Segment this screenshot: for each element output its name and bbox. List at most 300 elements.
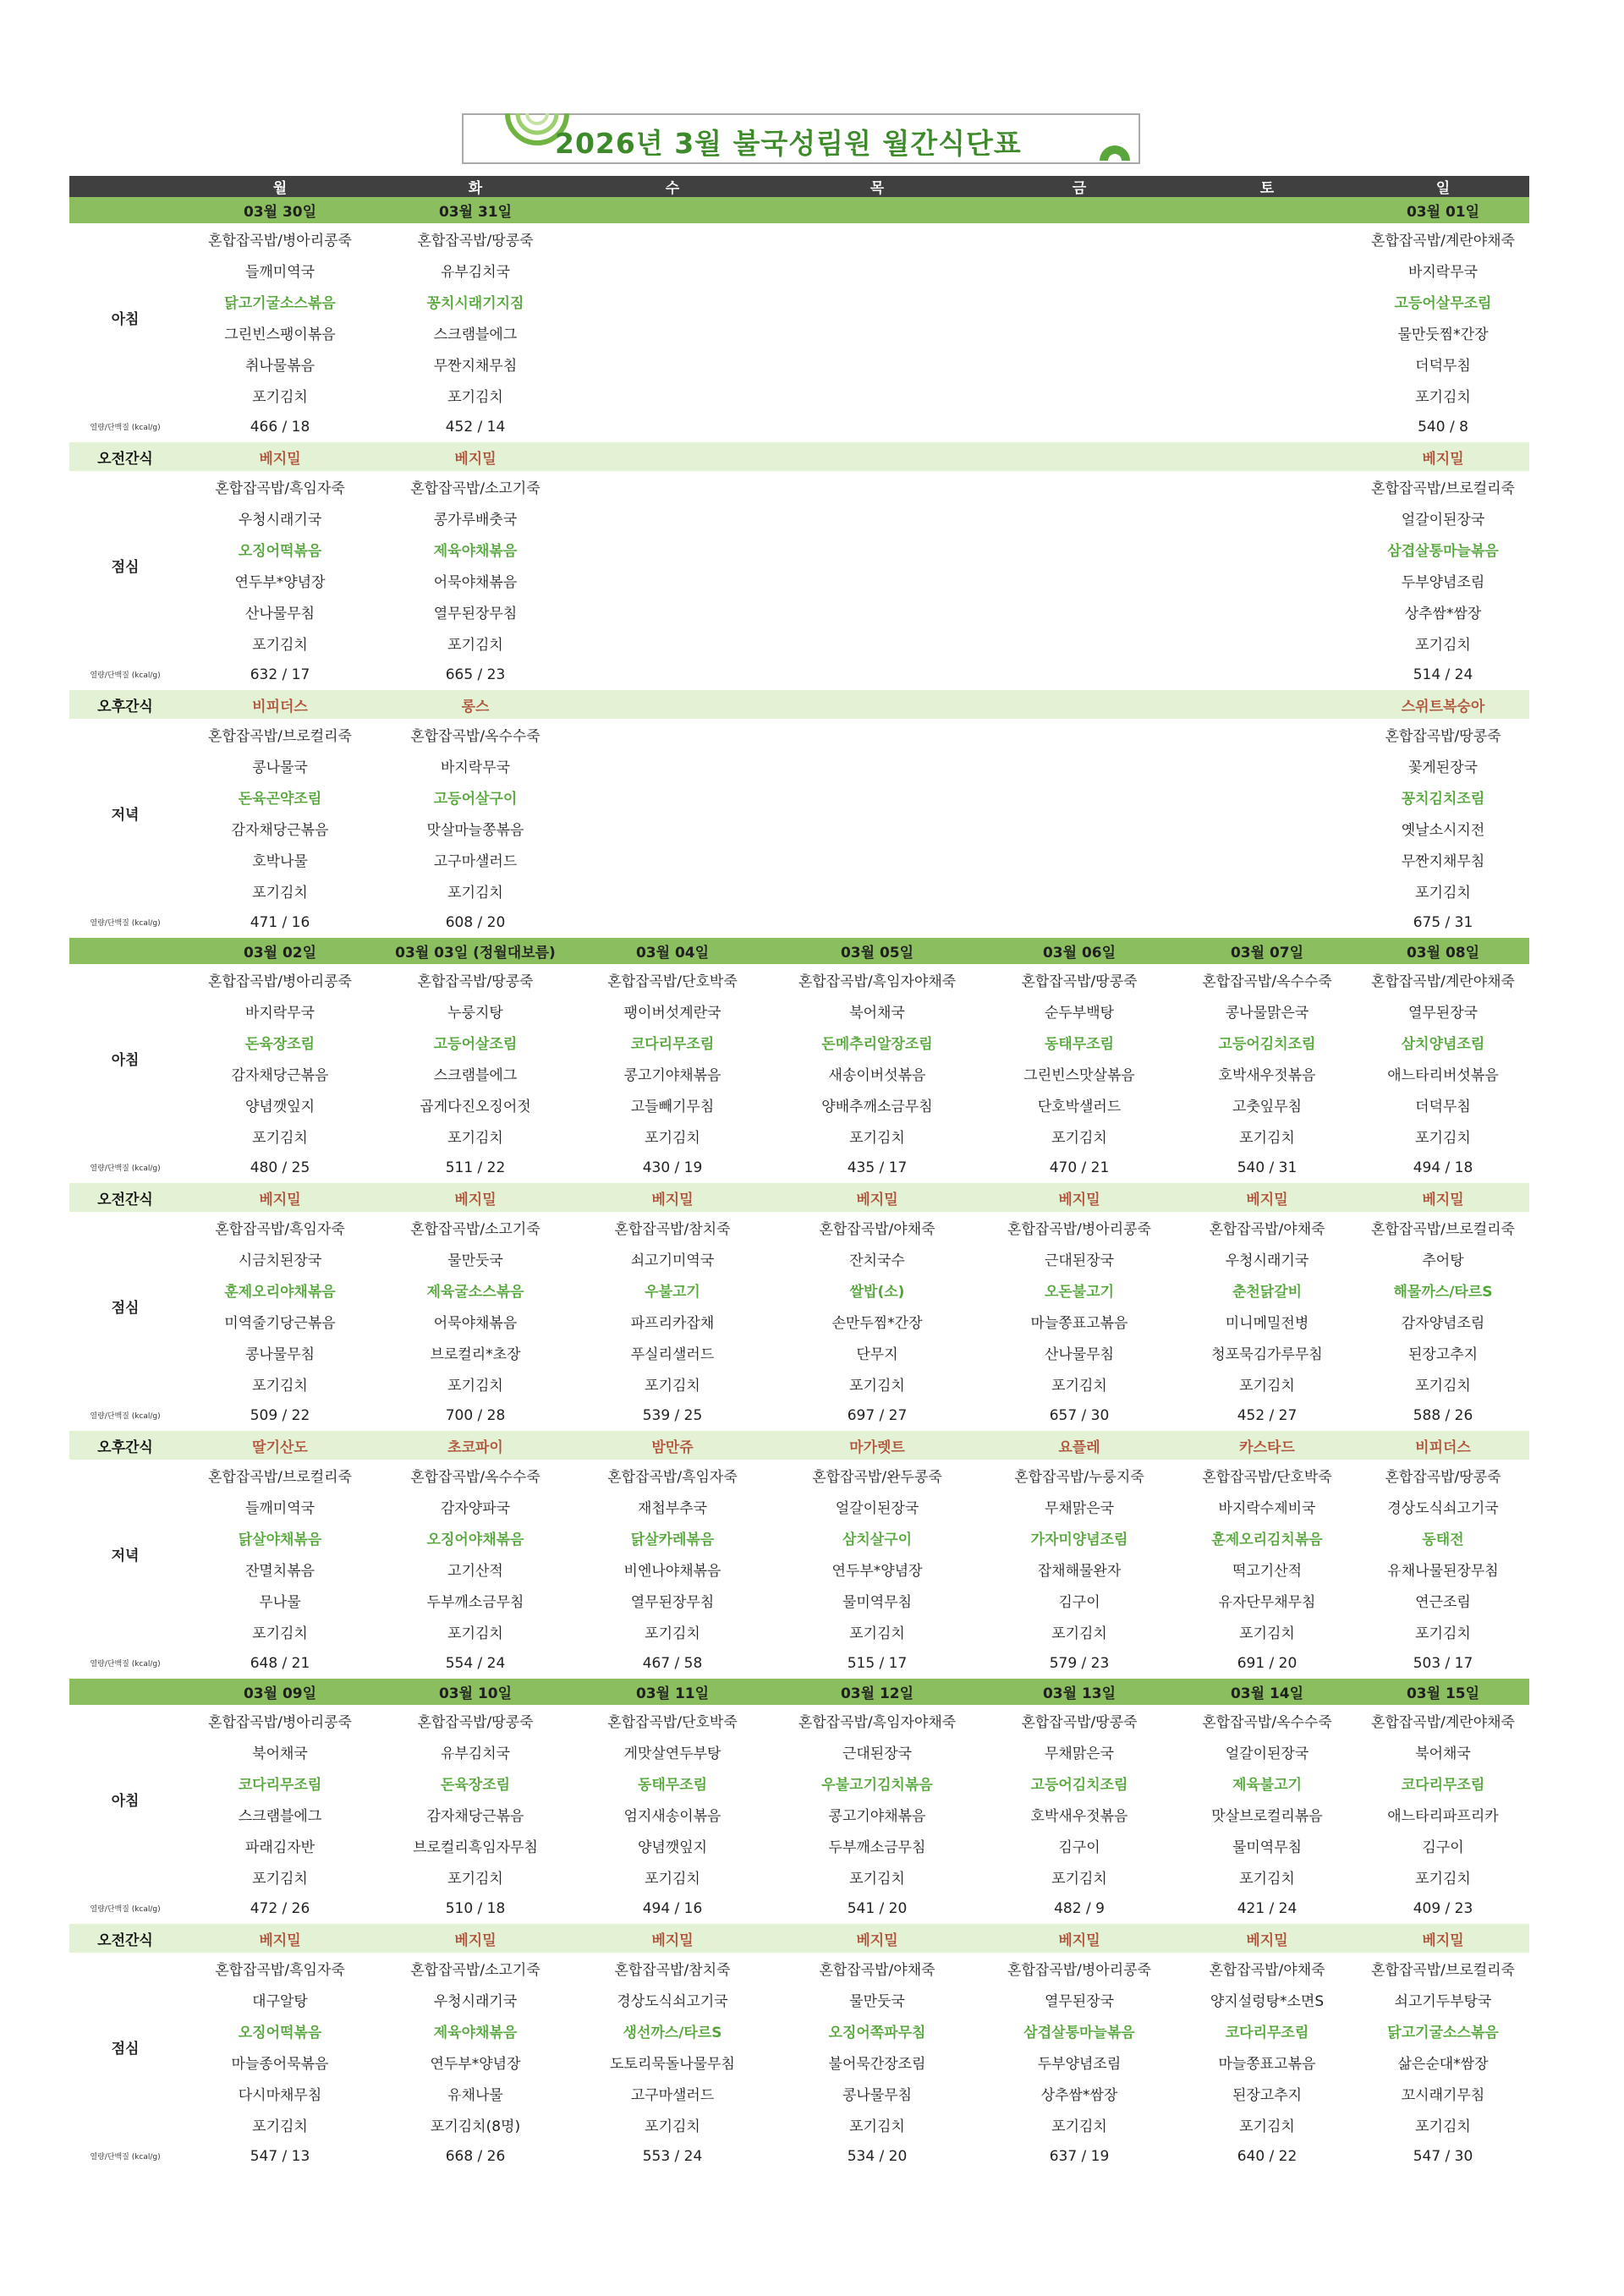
menu-item: 포기김치 xyxy=(1415,1871,1471,1888)
menu-item: 포기김치 xyxy=(645,2118,700,2135)
menu-item xyxy=(773,719,981,750)
day-header: 화 xyxy=(379,176,572,197)
menu-item xyxy=(773,813,981,844)
calorie-value: 466 / 18 xyxy=(250,418,310,436)
menu-item: 파래김자반 xyxy=(244,1839,315,1856)
menu-item: 바지락무국 xyxy=(244,1005,315,1022)
menu-item: 감자채당근볶음 xyxy=(231,822,329,839)
snack-item: 베지밀 xyxy=(181,1183,379,1212)
day-header-row xyxy=(69,176,1529,197)
menu-item: 도토리묵돌나물무침 xyxy=(610,2056,735,2073)
menu-item: 생선까스/타르S xyxy=(623,2025,722,2041)
menu-item: 유자단무채무침 xyxy=(1218,1594,1316,1611)
calorie-value: 494 / 18 xyxy=(1413,1159,1473,1176)
calorie-value xyxy=(572,659,773,690)
menu-item: 포기김치 xyxy=(1051,1130,1107,1147)
menu-item xyxy=(1177,781,1357,813)
menu-item: 미니메밀전병 xyxy=(1225,1315,1309,1332)
menu-item: 스크램블에그 xyxy=(238,1808,322,1825)
meal-label-breakfast: 아침 xyxy=(111,1792,140,1810)
menu-item xyxy=(572,471,773,502)
menu-item: 바지락수제비국 xyxy=(1218,1500,1316,1517)
menu-item xyxy=(572,223,773,255)
menu-item: 포기김치 xyxy=(447,1130,503,1147)
menu-item: 혼합잡곡밥/흑임자죽 xyxy=(215,1962,345,1979)
menu-item: 비엔나야채볶음 xyxy=(623,1563,721,1580)
date-cell: 03월 15일 xyxy=(1357,1679,1529,1705)
date-cell xyxy=(773,197,981,223)
menu-item: 혼합잡곡밥/야채죽 xyxy=(819,1962,935,1979)
menu-item: 혼합잡곡밥/브로컬리죽 xyxy=(1371,1962,1515,1979)
calorie-value: 421 / 24 xyxy=(1237,1899,1298,1917)
menu-item xyxy=(773,471,981,502)
menu-item xyxy=(981,286,1177,317)
menu-item: 혼합잡곡밥/옥수수죽 xyxy=(1202,1714,1332,1731)
menu-item: 더덕무침 xyxy=(1415,358,1471,375)
lunch-row xyxy=(69,627,1529,659)
snack-item: 요플레 xyxy=(981,1431,1177,1460)
menu-item: 포기김치 xyxy=(1239,1378,1295,1395)
menu-item: 혼합잡곡밥/땅콩죽 xyxy=(1021,1714,1138,1731)
menu-item: 브로컬리*초장 xyxy=(430,1346,521,1363)
snack-item: 베지밀 xyxy=(1177,1924,1357,1953)
menu-item xyxy=(773,844,981,875)
menu-item: 꼬시래기무침 xyxy=(1401,2087,1485,2104)
menu-item xyxy=(773,781,981,813)
corner-cell xyxy=(69,176,181,197)
menu-item: 상추쌈*쌈장 xyxy=(1404,606,1482,622)
menu-item: 감자양파국 xyxy=(440,1500,511,1517)
date-row-corner xyxy=(69,197,181,223)
menu-item xyxy=(773,255,981,286)
menu-item: 포기김치 xyxy=(1239,1871,1295,1888)
menu-item: 된장고추지 xyxy=(1407,1346,1479,1363)
menu-item: 고등어살구이 xyxy=(433,791,518,808)
menu-item: 혼합잡곡밥/야채죽 xyxy=(1209,1221,1325,1238)
snack-item: 마가렛트 xyxy=(773,1431,981,1460)
menu-item xyxy=(572,286,773,317)
menu-item: 포기김치 xyxy=(252,885,308,901)
breakfast-row xyxy=(69,317,1529,348)
menu-item: 콩나물무침 xyxy=(842,2087,913,2104)
menu-item: 혼합잡곡밥/흑임자죽 xyxy=(607,1469,738,1486)
menu-item: 혼합잡곡밥/땅콩죽 xyxy=(1385,1469,1501,1486)
menu-item: 연근조림 xyxy=(1415,1594,1471,1611)
snack-item: 베지밀 xyxy=(572,1924,773,1953)
menu-item: 들깨미역국 xyxy=(244,264,315,281)
menu-item: 혼합잡곡밥/참치죽 xyxy=(614,1962,731,1979)
date-cell: 03월 11일 xyxy=(572,1679,773,1705)
menu-item: 무채맑은국 xyxy=(1044,1500,1115,1517)
menu-item xyxy=(1177,502,1357,534)
date-cell: 03월 13일 xyxy=(981,1679,1177,1705)
dinner-row xyxy=(69,1491,1529,1522)
menu-item: 산나물무침 xyxy=(244,606,315,622)
menu-item: 삼치양념조림 xyxy=(1401,1036,1485,1053)
menu-item: 순두부백탕 xyxy=(1044,1005,1115,1022)
menu-item xyxy=(572,380,773,411)
calorie-label: 열량/단백질 (kcal/g) xyxy=(90,1905,161,1914)
menu-item: 혼합잡곡밥/옥수수죽 xyxy=(1202,973,1332,990)
calorie-value: 554 / 24 xyxy=(445,1654,506,1672)
menu-item: 돈메추리알장조림 xyxy=(821,1036,933,1053)
menu-item: 혼합잡곡밥/땅콩죽 xyxy=(417,1714,534,1731)
menu-item: 호박새우젓볶음 xyxy=(1218,1067,1316,1084)
breakfast-row xyxy=(69,964,1529,995)
calorie-row xyxy=(69,907,1529,938)
menu-item: 브로컬리흑임자무침 xyxy=(413,1839,538,1856)
menu-item: 단호박샐러드 xyxy=(1037,1099,1122,1115)
menu-item: 포기김치 xyxy=(1415,1625,1471,1642)
dinner-row xyxy=(69,750,1529,781)
menu-item: 혼합잡곡밥/병아리콩죽 xyxy=(1007,1221,1151,1238)
menu-item: 재첩부추국 xyxy=(637,1500,708,1517)
menu-item: 물만둣찜*간장 xyxy=(1397,326,1489,343)
menu-item: 고기산적 xyxy=(447,1563,503,1580)
breakfast-row xyxy=(69,380,1529,411)
calorie-value: 697 / 27 xyxy=(847,1406,908,1424)
calorie-value: 467 / 58 xyxy=(642,1654,703,1672)
calorie-value xyxy=(1177,659,1357,690)
date-cell: 03월 02일 xyxy=(181,938,379,964)
menu-item: 포기김치 xyxy=(252,1625,308,1642)
menu-item xyxy=(773,596,981,627)
menu-item xyxy=(981,565,1177,596)
menu-item: 고등어김치조림 xyxy=(1030,1777,1128,1794)
calorie-value: 471 / 16 xyxy=(250,913,310,931)
menu-item: 단무지 xyxy=(856,1346,898,1363)
dinner-row xyxy=(69,719,1529,750)
calorie-value: 511 / 22 xyxy=(445,1159,506,1176)
menu-item xyxy=(572,317,773,348)
menu-item xyxy=(981,255,1177,286)
menu-item xyxy=(1177,875,1357,907)
menu-item xyxy=(981,348,1177,380)
menu-item: 포기김치 xyxy=(849,2118,905,2135)
menu-item: 어묵야채볶음 xyxy=(433,1315,518,1332)
calorie-value: 637 / 19 xyxy=(1049,2147,1110,2165)
menu-item: 북어채국 xyxy=(252,1745,308,1762)
calorie-value: 482 / 9 xyxy=(1054,1899,1105,1917)
menu-item: 포기김치 xyxy=(1415,1378,1471,1395)
menu-item: 돈육장조림 xyxy=(244,1036,315,1053)
menu-item xyxy=(773,223,981,255)
snack-item: 베지밀 xyxy=(1357,1924,1529,1953)
leaf-logo-icon xyxy=(1096,132,1132,161)
snack-label: 오전간식 xyxy=(69,1924,181,1953)
menu-item: 코다리무조림 xyxy=(630,1036,715,1053)
calorie-value xyxy=(773,411,981,442)
menu-item xyxy=(1177,844,1357,875)
menu-item: 오징어야채볶음 xyxy=(426,1532,524,1548)
day-header: 목 xyxy=(773,176,981,197)
menu-item xyxy=(981,875,1177,907)
calorie-value: 588 / 26 xyxy=(1413,1406,1473,1424)
menu-item: 삼치살구이 xyxy=(842,1532,913,1548)
snack-item: 밤만쥬 xyxy=(572,1431,773,1460)
menu-item: 콩나물국 xyxy=(252,759,308,776)
menu-item: 누룽지탕 xyxy=(447,1005,503,1022)
snack-item: 비피더스 xyxy=(181,690,379,719)
lunch-row xyxy=(69,1368,1529,1400)
menu-item: 물미역무침 xyxy=(842,1594,913,1611)
snack-label: 오전간식 xyxy=(69,442,181,471)
snack-item: 초코파이 xyxy=(379,1431,572,1460)
menu-item: 고등어김치조림 xyxy=(1218,1036,1316,1053)
menu-item: 유부김치국 xyxy=(440,264,511,281)
menu-item: 춘천닭갈비 xyxy=(1232,1284,1303,1301)
menu-item: 제육야채볶음 xyxy=(433,2025,518,2041)
menu-table xyxy=(69,176,1529,2172)
lunch-row xyxy=(69,596,1529,627)
menu-item: 시금치된장국 xyxy=(238,1252,322,1269)
menu-item: 혼합잡곡밥/계란야채죽 xyxy=(1371,1714,1515,1731)
menu-item: 제육굴소스볶음 xyxy=(426,1284,524,1301)
menu-item: 혼합잡곡밥/야채죽 xyxy=(819,1221,935,1238)
calorie-value: 579 / 23 xyxy=(1049,1654,1110,1672)
menu-item: 포기김치 xyxy=(849,1625,905,1642)
day-header: 월 xyxy=(181,176,379,197)
menu-item: 곱게다진오징어젓 xyxy=(420,1099,531,1115)
lunch-row xyxy=(69,1337,1529,1368)
menu-item: 근대된장국 xyxy=(1044,1252,1115,1269)
day-header: 수 xyxy=(572,176,773,197)
menu-item: 콩나물무침 xyxy=(244,1346,315,1363)
menu-item: 혼합잡곡밥/단호박죽 xyxy=(1202,1469,1332,1486)
menu-item: 오징어떡볶음 xyxy=(238,543,322,560)
calorie-value: 430 / 19 xyxy=(642,1159,703,1176)
date-cell: 03월 04일 xyxy=(572,938,773,964)
menu-item xyxy=(773,502,981,534)
menu-item xyxy=(773,317,981,348)
calorie-value: 547 / 30 xyxy=(1413,2147,1473,2165)
menu-item: 마늘쫑표고볶음 xyxy=(1030,1315,1128,1332)
calorie-label: 열량/단백질 (kcal/g) xyxy=(90,1412,161,1421)
menu-item: 포기김치 xyxy=(252,637,308,654)
pm_snack-row xyxy=(69,1431,1529,1460)
calorie-value: 632 / 17 xyxy=(250,666,310,683)
calorie-label: 열량/단백질 (kcal/g) xyxy=(90,424,161,432)
menu-item: 푸실리샐러드 xyxy=(630,1346,715,1363)
menu-item xyxy=(572,348,773,380)
menu-item: 호박나물 xyxy=(252,853,308,870)
day-header: 금 xyxy=(981,176,1177,197)
calorie-value: 668 / 26 xyxy=(445,2147,506,2165)
menu-item xyxy=(773,534,981,565)
menu-item: 포기김치 xyxy=(1051,2118,1107,2135)
menu-item: 포기김치 xyxy=(645,1871,700,1888)
calorie-value: 472 / 26 xyxy=(250,1899,310,1917)
lunch-row xyxy=(69,1953,1529,1984)
menu-item: 손만두찜*간장 xyxy=(831,1315,923,1332)
snack-item xyxy=(1177,690,1357,719)
snack-item: 롱스 xyxy=(379,690,572,719)
menu-item: 잔치국수 xyxy=(849,1252,905,1269)
menu-item: 포기김치 xyxy=(1239,1625,1295,1642)
calorie-value xyxy=(981,659,1177,690)
lunch-row xyxy=(69,1243,1529,1274)
calorie-value: 553 / 24 xyxy=(642,2147,703,2165)
menu-item: 포기김치 xyxy=(849,1871,905,1888)
menu-item: 무나물 xyxy=(259,1594,301,1611)
calorie-row xyxy=(69,1400,1529,1431)
am_snack-row xyxy=(69,442,1529,471)
date-cell: 03월 05일 xyxy=(773,938,981,964)
calorie-value: 608 / 20 xyxy=(445,913,506,931)
menu-item: 혼합잡곡밥/병아리콩죽 xyxy=(1007,1962,1151,1979)
page-title: 2026년 3월 불국성림원 월간식단표 xyxy=(555,127,1022,160)
breakfast-row xyxy=(69,1121,1529,1152)
menu-item xyxy=(981,719,1177,750)
menu-item: 포기김치 xyxy=(849,1130,905,1147)
dinner-row xyxy=(69,875,1529,907)
menu-item: 혼합잡곡밥/브로컬리죽 xyxy=(208,1469,352,1486)
calorie-value: 480 / 25 xyxy=(250,1159,310,1176)
menu-item xyxy=(981,596,1177,627)
menu-item: 해물까스/타르S xyxy=(1393,1284,1493,1301)
date-cell: 03월 12일 xyxy=(773,1679,981,1705)
menu-item: 닭살카레볶음 xyxy=(630,1532,715,1548)
menu-item: 무채맑은국 xyxy=(1044,1745,1115,1762)
calorie-value: 510 / 18 xyxy=(445,1899,506,1917)
menu-item: 열무된장무침 xyxy=(630,1594,715,1611)
snack-item: 딸기산도 xyxy=(181,1431,379,1460)
date-cell: 03월 06일 xyxy=(981,938,1177,964)
menu-item: 맛살브로컬리볶음 xyxy=(1211,1808,1323,1825)
menu-item: 혼합잡곡밥/옥수수죽 xyxy=(410,728,540,745)
date-row-corner xyxy=(69,938,181,964)
menu-item: 포기김치 xyxy=(1239,2118,1295,2135)
menu-item: 포기김치 xyxy=(447,389,503,406)
breakfast-row xyxy=(69,286,1529,317)
snack-item: 베지밀 xyxy=(181,442,379,471)
menu-item: 두부깨소금무침 xyxy=(426,1594,524,1611)
snack-item: 베지밀 xyxy=(1357,1183,1529,1212)
menu-item: 돈육장조림 xyxy=(440,1777,511,1794)
snack-item xyxy=(981,690,1177,719)
menu-item xyxy=(981,223,1177,255)
menu-item xyxy=(1177,596,1357,627)
snack-item xyxy=(572,442,773,471)
menu-item: 훈제오리야채볶음 xyxy=(224,1284,336,1301)
menu-item: 양배추깨소금무침 xyxy=(821,1099,933,1115)
snack-item xyxy=(1177,442,1357,471)
menu-item: 혼합잡곡밥/야채죽 xyxy=(1209,1962,1325,1979)
calorie-label: 열량/단백질 (kcal/g) xyxy=(90,1164,161,1173)
breakfast-row xyxy=(69,255,1529,286)
date-cell: 03월 30일 xyxy=(181,197,379,223)
menu-item: 감자채당근볶음 xyxy=(426,1808,524,1825)
date-cell: 03월 09일 xyxy=(181,1679,379,1705)
snack-item: 베지밀 xyxy=(572,1183,773,1212)
menu-item xyxy=(773,627,981,659)
menu-item: 꽃게된장국 xyxy=(1407,759,1479,776)
menu-item: 콩고기야채볶음 xyxy=(828,1808,926,1825)
menu-item: 감자양념조림 xyxy=(1401,1315,1485,1332)
breakfast-row xyxy=(69,1830,1529,1861)
snack-label: 오후간식 xyxy=(69,1431,181,1460)
menu-item xyxy=(981,317,1177,348)
menu-item: 얼갈이된장국 xyxy=(835,1500,919,1517)
calorie-value: 452 / 14 xyxy=(445,418,506,436)
calorie-value xyxy=(981,411,1177,442)
menu-item: 혼합잡곡밥/흑임자죽 xyxy=(215,480,345,497)
snack-item xyxy=(981,442,1177,471)
menu-item: 양념깻잎지 xyxy=(244,1099,315,1115)
calorie-row xyxy=(69,2140,1529,2172)
menu-item: 닭살야채볶음 xyxy=(238,1532,322,1548)
snack-item: 비피더스 xyxy=(1357,1431,1529,1460)
menu-item: 혼합잡곡밥/참치죽 xyxy=(614,1221,731,1238)
menu-item: 스크램블에그 xyxy=(433,1067,518,1084)
lunch-row xyxy=(69,1984,1529,2015)
menu-item xyxy=(981,813,1177,844)
menu-item: 스크램블에그 xyxy=(433,326,518,343)
menu-item xyxy=(981,781,1177,813)
menu-item xyxy=(572,255,773,286)
menu-item xyxy=(1177,471,1357,502)
date-row xyxy=(69,938,1529,964)
menu-item: 어묵야채볶음 xyxy=(433,574,518,591)
menu-item: 혼합잡곡밥/계란야채죽 xyxy=(1371,233,1515,249)
calorie-row xyxy=(69,411,1529,442)
menu-item: 두부양념조림 xyxy=(1401,574,1485,591)
menu-item: 포기김치 xyxy=(1415,389,1471,406)
menu-item: 고등어살조림 xyxy=(433,1036,518,1053)
calorie-value: 409 / 23 xyxy=(1413,1899,1473,1917)
menu-item xyxy=(981,844,1177,875)
dinner-row xyxy=(69,1522,1529,1553)
meal-label-lunch: 점심 xyxy=(111,2040,140,2058)
menu-item: 삼겹살통마늘볶음 xyxy=(1023,2025,1135,2041)
menu-item xyxy=(572,781,773,813)
menu-item: 그린빈스팽이볶음 xyxy=(224,326,336,343)
calorie-value xyxy=(981,907,1177,938)
menu-item: 혼합잡곡밥/브로컬리죽 xyxy=(1371,1221,1515,1238)
menu-item: 우청시래기국 xyxy=(238,512,322,529)
menu-item: 혼합잡곡밥/옥수수죽 xyxy=(410,1469,540,1486)
menu-item: 포기김치 xyxy=(447,1378,503,1395)
date-cell: 03월 07일 xyxy=(1177,938,1357,964)
dinner-row xyxy=(69,1460,1529,1491)
menu-item: 혼합잡곡밥/단호박죽 xyxy=(607,973,738,990)
calorie-row xyxy=(69,1893,1529,1924)
calorie-label: 열량/단백질 (kcal/g) xyxy=(90,671,161,680)
snack-item xyxy=(572,690,773,719)
menu-item: 동태무조림 xyxy=(637,1777,708,1794)
calorie-value xyxy=(773,659,981,690)
menu-item: 포기김치 xyxy=(645,1625,700,1642)
calorie-value: 503 / 17 xyxy=(1413,1654,1473,1672)
menu-item: 포기김치 xyxy=(447,637,503,654)
menu-item: 혼합잡곡밥/땅콩죽 xyxy=(417,973,534,990)
menu-item: 유채나물된장무침 xyxy=(1387,1563,1499,1580)
meal-label-lunch: 점심 xyxy=(111,558,140,576)
menu-item xyxy=(572,875,773,907)
lunch-row xyxy=(69,534,1529,565)
menu-item: 우불고기 xyxy=(645,1284,700,1301)
menu-item: 감자채당근볶음 xyxy=(231,1067,329,1084)
menu-item: 무짠지채무침 xyxy=(433,358,518,375)
menu-item xyxy=(572,502,773,534)
menu-item: 포기김치 xyxy=(447,1625,503,1642)
menu-item xyxy=(773,380,981,411)
calorie-value: 648 / 21 xyxy=(250,1654,310,1672)
menu-item xyxy=(1177,719,1357,750)
snack-item xyxy=(773,442,981,471)
menu-item: 동태무조림 xyxy=(1044,1036,1115,1053)
lunch-row xyxy=(69,2078,1529,2109)
